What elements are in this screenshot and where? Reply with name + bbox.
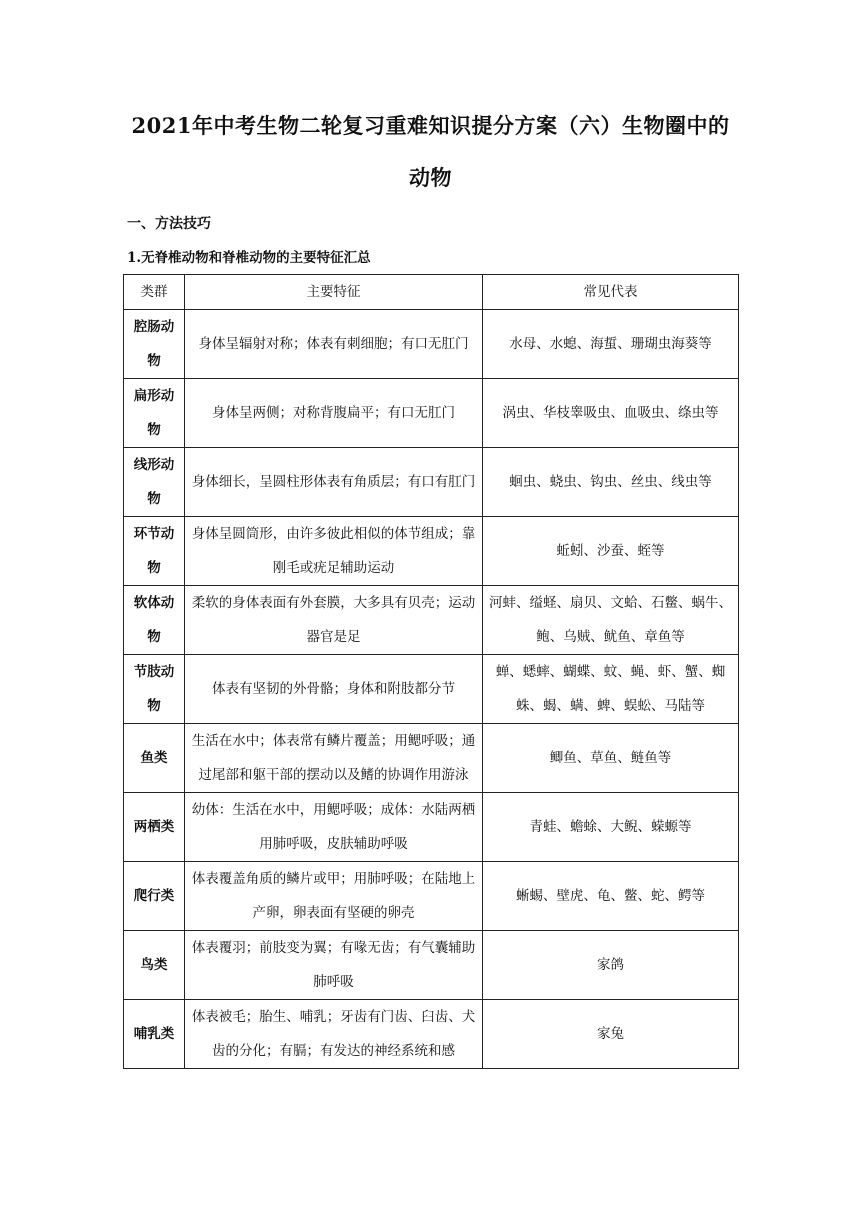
features-cell: 体表被毛；胎生、哺乳；牙齿有门齿、臼齿、犬齿的分化；有膈；有发达的神经系统和感	[185, 1000, 483, 1069]
features-cell: 身体细长，呈圆柱形体表有角质层；有口有肛门	[185, 448, 483, 517]
group-cell: 腔肠动物	[124, 310, 185, 379]
representatives-cell: 家兔	[483, 1000, 739, 1069]
subsection-heading: 1.无脊椎动物和脊椎动物的主要特征汇总	[127, 250, 371, 266]
representatives-cell: 水母、水螅、海蜇、珊瑚虫海葵等	[483, 310, 739, 379]
section-heading: 一、方法技巧	[127, 216, 211, 232]
table-row	[124, 724, 739, 793]
table-row	[124, 379, 739, 448]
group-cell: 节肢动物	[124, 655, 185, 724]
table-row	[124, 931, 739, 1000]
features-cell: 体表有坚韧的外骨骼；身体和附肢都分节	[185, 655, 483, 724]
table-header-row	[124, 275, 739, 310]
representatives-cell: 家鸽	[483, 931, 739, 1000]
document-page	[123, 100, 738, 1069]
table-row	[124, 448, 739, 517]
header-group: 类群	[124, 275, 185, 310]
table-row	[124, 586, 739, 655]
group-cell: 两栖类	[124, 793, 185, 862]
group-cell: 软体动物	[124, 586, 185, 655]
title-line-1: 2021年中考生物二轮复习重难知识提分方案（六）生物圈中的	[131, 113, 730, 138]
features-cell: 身体呈辐射对称；体表有刺细胞；有口无肛门	[185, 310, 483, 379]
representatives-cell: 鲫鱼、草鱼、鲢鱼等	[483, 724, 739, 793]
document-title	[123, 100, 738, 204]
representatives-cell: 青蛙、蟾蜍、大鲵、蝾螈等	[483, 793, 739, 862]
group-cell: 哺乳类	[124, 1000, 185, 1069]
table-row	[124, 1000, 739, 1069]
table-row	[124, 517, 739, 586]
group-cell: 环节动物	[124, 517, 185, 586]
table-row	[124, 655, 739, 724]
features-cell: 柔软的身体表面有外套膜，大多具有贝壳；运动器官是足	[185, 586, 483, 655]
group-cell: 爬行类	[124, 862, 185, 931]
group-cell: 鱼类	[124, 724, 185, 793]
features-cell: 身体呈两侧；对称背腹扁平；有口无肛门	[185, 379, 483, 448]
representatives-cell: 蛔虫、蛲虫、钩虫、丝虫、线虫等	[483, 448, 739, 517]
features-cell: 幼体：生活在水中，用鳃呼吸；成体：水陆两栖用肺呼吸，皮肤辅助呼吸	[185, 793, 483, 862]
header-representatives: 常见代表	[483, 275, 739, 310]
animal-features-table	[123, 274, 739, 1069]
representatives-cell: 蚯蚓、沙蚕、蛭等	[483, 517, 739, 586]
representatives-cell: 涡虫、华枝睾吸虫、血吸虫、绦虫等	[483, 379, 739, 448]
header-features: 主要特征	[185, 275, 483, 310]
table-row	[124, 793, 739, 862]
table-row	[124, 310, 739, 379]
representatives-cell: 蜥蜴、壁虎、龟、鳖、蛇、鳄等	[483, 862, 739, 931]
features-cell: 身体呈圆筒形，由许多彼此相似的体节组成；靠刚毛或疣足辅助运动	[185, 517, 483, 586]
features-cell: 体表覆盖角质的鳞片或甲；用肺呼吸；在陆地上产卵，卵表面有坚硬的卵壳	[185, 862, 483, 931]
features-cell: 生活在水中；体表常有鳞片覆盖；用鳃呼吸；通过尾部和躯干部的摆动以及鳍的协调作用游泳	[185, 724, 483, 793]
table-row	[124, 862, 739, 931]
representatives-cell: 蝉、蟋蟀、蝴蝶、蚊、蝇、虾、蟹、蜘蛛、蝎、螨、蜱、蜈蚣、马陆等	[483, 655, 739, 724]
title-line-2: 动物	[409, 165, 452, 190]
representatives-cell: 河蚌、缢蛏、扇贝、文蛤、石鳖、蜗牛、鲍、乌贼、鱿鱼、章鱼等	[483, 586, 739, 655]
group-cell: 鸟类	[124, 931, 185, 1000]
group-cell: 扁形动物	[124, 379, 185, 448]
group-cell: 线形动物	[124, 448, 185, 517]
features-cell: 体表覆羽；前肢变为翼；有喙无齿；有气囊辅助肺呼吸	[185, 931, 483, 1000]
